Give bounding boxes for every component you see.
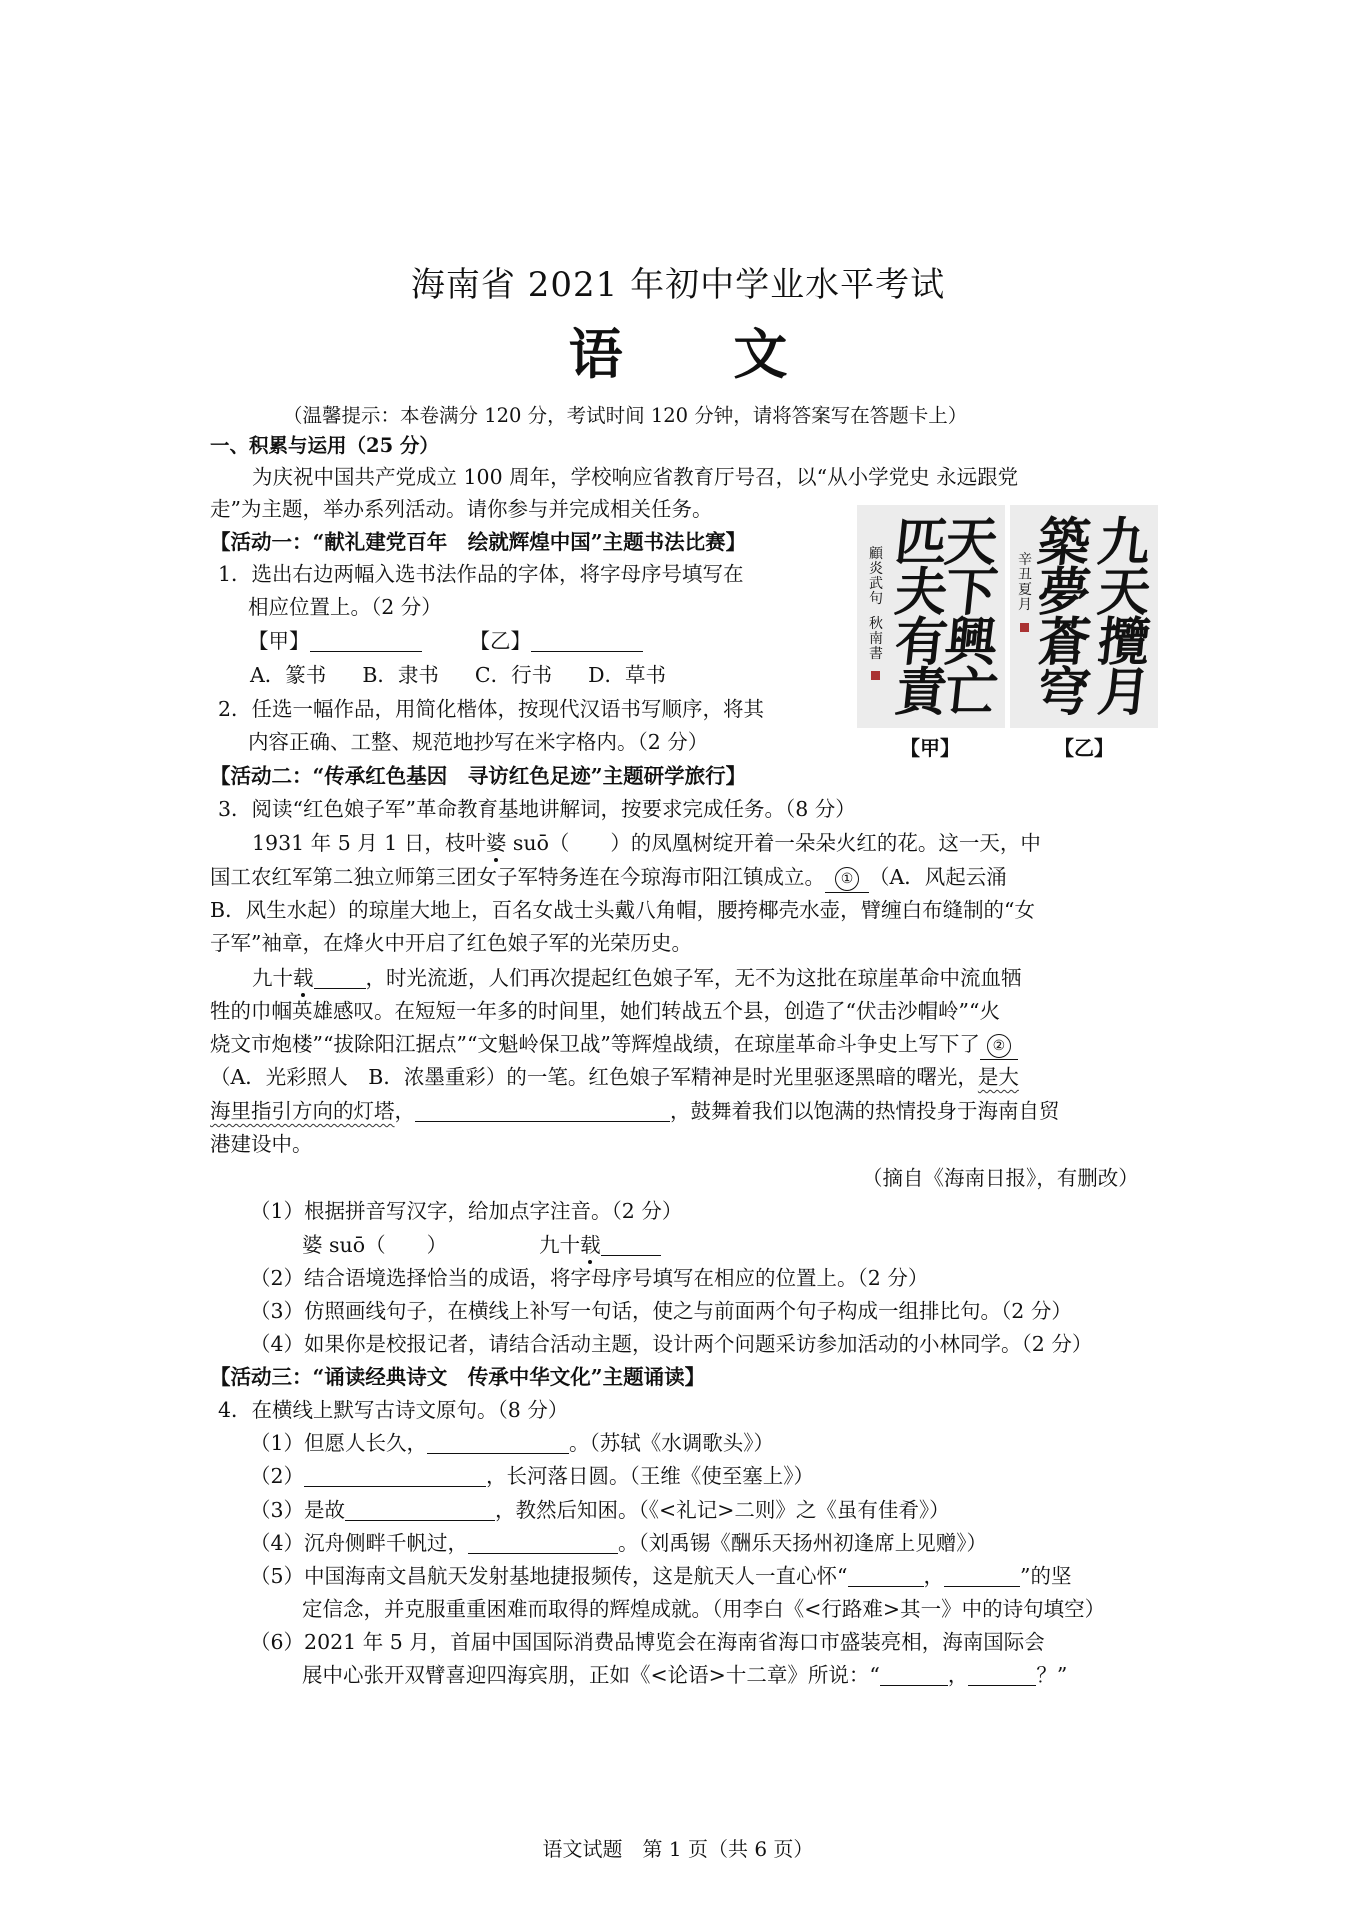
q1-options <box>250 660 666 690</box>
poem-blank[interactable] <box>968 1665 1036 1686</box>
text-run: suō（ ）的凤凰树绽开着一朵朵火红的花。这一天，中 <box>506 831 1041 855</box>
blank-parallel[interactable] <box>415 1101 670 1122</box>
q4-item-5-line-2: 定信念，并克服重重困难而取得的辉煌成就。（用李白《<行路难>其一》中的诗句填空） <box>302 1597 1106 1621</box>
q3-sub3: （3）仿照画线句子，在横线上补写一句话，使之与前面两个句子构成一组排比句。（2 分） <box>250 1299 1072 1323</box>
q4-item-1 <box>250 1428 774 1458</box>
text-run: 烧文市炮楼”“拔除阳江据点”“文魁岭保卫战”等辉煌战绩，在琼崖革命斗争史上写下了 <box>210 1032 980 1056</box>
activity-2-heading: 【活动二：“传承红色基因 寻访红色足迹”主题研学旅行】 <box>210 764 747 788</box>
dotted-char: 婆 <box>485 831 507 855</box>
blank-zai-answer[interactable] <box>601 1235 661 1256</box>
circle-marker-1: ① <box>835 867 859 891</box>
q3-para1-line3: B．风生水起）的琼崖大地上，百名女战士头戴八角帽，腰挎椰壳水壶，臂缠白布缝制的“女 <box>210 898 1036 922</box>
wavy-underline-text: 海里指引方向的灯塔 <box>210 1099 395 1123</box>
calligraphy-char: 天 <box>941 512 1001 573</box>
q4-item-2 <box>250 1461 814 1491</box>
text-run: 1931 年 5 月 1 日，枝叶 <box>252 831 486 855</box>
poem-blank[interactable] <box>944 1566 1020 1587</box>
seal-stamp <box>871 671 880 680</box>
q3-para2-line3 <box>210 1029 1018 1060</box>
text-run: ，长河落日圆。（王维《使至塞上》） <box>486 1464 815 1488</box>
blank-2[interactable] <box>980 1029 1018 1060</box>
poem-blank[interactable] <box>345 1500 495 1521</box>
q1-option-a: A．篆书 <box>250 663 327 687</box>
text-run: （5）中国海南文昌航天发射基地捷报频传，这是航天人一直心怀“ <box>250 1564 848 1588</box>
exam-title: 海南省 2021 年初中学业水平考试 <box>410 265 946 305</box>
text-run: （A．风起云涌 <box>869 865 1007 889</box>
text-run: ， <box>947 1663 969 1687</box>
poem-blank[interactable] <box>427 1433 569 1454</box>
calligraphy-char: 下 <box>941 562 1001 623</box>
calligraphy-char: 夫 <box>891 562 951 623</box>
calligraphy-signature: 顧炎武句 <box>869 546 883 607</box>
q4-item-3 <box>250 1495 950 1525</box>
calligraphy-char: 九 <box>1094 512 1154 573</box>
wavy-underline-text: 是大 <box>977 1065 1019 1089</box>
text-run: ，教然后知困。（《<礼记>二则》之《虽有佳肴》） <box>495 1498 950 1522</box>
poem-blank[interactable] <box>468 1533 618 1554</box>
blank-1[interactable] <box>825 862 869 893</box>
text-run: ，鼓舞着我们以饱满的热情投身于海南自贸 <box>670 1099 1060 1123</box>
poem-blank[interactable] <box>880 1665 948 1686</box>
blank-zai[interactable] <box>314 968 366 989</box>
calligraphy-char: 月 <box>1094 662 1154 723</box>
text-run: （1）但愿人长久， <box>250 1431 428 1455</box>
q1-line-2: 相应位置上。（2 分） <box>248 595 442 619</box>
q4-item-5 <box>250 1561 1072 1591</box>
calligraphy-char: 築 <box>1034 512 1094 573</box>
seal-stamp <box>1020 623 1029 632</box>
q1-line-1: 1．选出右边两幅入选书法作品的字体，将字母序号填写在 <box>218 562 744 586</box>
intro-line-2: 走”为主题，举办系列活动。请你参与并完成相关任务。 <box>210 497 713 521</box>
text-run: ， <box>923 1564 945 1588</box>
q3-source: （摘自《海南日报》，有删改） <box>862 1166 1139 1190</box>
calligraphy-char: 有 <box>891 612 951 673</box>
calligraphy-char: 興 <box>941 612 1001 673</box>
calligraphy-char: 匹 <box>891 512 951 573</box>
calligraphy-signature: 秋南書 <box>869 616 883 662</box>
q1-yi-blank[interactable] <box>531 631 643 652</box>
q3-sub1-answer <box>302 1230 661 1260</box>
q2-line-1: 2．任选一幅作品，用简化楷体，按现代汉语书写顺序，将其 <box>218 697 765 721</box>
calligraphy-char: 攬 <box>1094 612 1154 673</box>
q1-yi-label: 【乙】 <box>469 629 531 653</box>
calligraphy-char: 天 <box>1094 562 1154 623</box>
calligraphy-char: 蒼 <box>1034 612 1094 673</box>
q3-para2-line6: 港建设中。 <box>210 1132 313 1156</box>
circle-marker-2: ② <box>987 1034 1011 1058</box>
text-run: 。（苏轼《水调歌头》） <box>569 1431 775 1455</box>
text-run: ？” <box>1036 1663 1068 1687</box>
exam-tip: （温馨提示：本卷满分 120 分，考试时间 120 分钟，请将答案写在答题卡上） <box>283 404 968 427</box>
q3-para2-line5: 海里指引方向的灯塔， ，鼓舞着我们以饱满的热情投身于海南自贸 <box>210 1099 1060 1123</box>
q3-para2-line2: 牲的巾帼英雄感叹。在短短一年多的时间里，她们转战五个县，创造了“伏击沙帽岭”“火 <box>210 999 1000 1023</box>
calligraphy-char: 亡 <box>941 662 1001 723</box>
subject-title: 语 文 <box>568 322 834 386</box>
text-run: ，时光流逝，人们再次提起红色娘子军，无不为这批在琼崖革命中流血牺 <box>365 966 1022 990</box>
pinyin-item: 婆 suō（ ） <box>302 1233 448 1257</box>
calligraphy-char: 穹 <box>1034 662 1094 723</box>
section-heading: 一、积累与运用（25 分） <box>210 434 439 457</box>
text-run: （3）是故 <box>250 1498 346 1522</box>
q3-para2-line1 <box>252 963 1022 993</box>
q1-answer-row <box>248 626 643 656</box>
q3-para2-line4 <box>210 1062 1019 1092</box>
q4-item-6: （6）2021 年 5 月，首届中国国际消费品博览会在海南省海口市盛装亮相，海南国际会 <box>250 1630 1045 1654</box>
calligraphy-yi <box>1010 505 1158 728</box>
q3-sub1: （1）根据拼音写汉字，给加点字注音。（2 分） <box>250 1199 683 1223</box>
q4-stem: 4．在横线上默写古诗文原句。（8 分） <box>218 1398 569 1422</box>
page-footer: 语文试题 第 1 页（共 6 页） <box>542 1837 814 1861</box>
text-run: 九十 <box>252 966 293 990</box>
calligraphy-jia <box>857 505 1005 728</box>
calligraphy-char: 責 <box>891 662 951 723</box>
q1-option-b: B．隶书 <box>362 663 439 687</box>
text-run: 国工农红军第二独立师第三团女子军特务连在今琼海市阳江镇成立。 <box>210 865 825 889</box>
text-run: 展中心张开双臂喜迎四海宾朋，正如《<论语>十二章》所说：“ <box>302 1663 880 1687</box>
text-run: 九十 <box>539 1233 581 1257</box>
text-run: ”的坚 <box>1020 1564 1072 1588</box>
q4-item-4 <box>250 1528 987 1558</box>
caption-yi: 【乙】 <box>1054 736 1114 760</box>
text-run: （4）沉舟侧畔千帆过， <box>250 1531 469 1555</box>
q2-line-2: 内容正确、工整、规范地抄写在米字格内。（2 分） <box>248 730 709 754</box>
intro-line-1: 为庆祝中国共产党成立 100 周年，学校响应省教育厅号召，以“从小学党史 永远跟党 <box>252 465 1019 489</box>
calligraphy-char: 夢 <box>1034 562 1094 623</box>
q3-sub2: （2）结合语境选择恰当的成语，将字母序号填写在相应的位置上。（2 分） <box>250 1266 929 1290</box>
calligraphy-signature: 辛丑夏月 <box>1018 552 1032 613</box>
q1-jia-label: 【甲】 <box>248 629 310 653</box>
caption-jia: 【甲】 <box>900 736 960 760</box>
poem-blank[interactable] <box>848 1566 924 1587</box>
activity-3-heading: 【活动三：“诵读经典诗文 传承中华文化”主题诵读】 <box>210 1365 706 1389</box>
q3-para1-line4: 子军”袖章，在烽火中开启了红色娘子军的光荣历史。 <box>210 931 692 955</box>
q1-option-c: C．行书 <box>474 663 553 687</box>
text-run: （A．光彩照人 B．浓墨重彩）的一笔。红色娘子军精神是时光里驱逐黑暗的曙光， <box>210 1065 978 1089</box>
poem-blank[interactable] <box>304 1466 486 1487</box>
dotted-char: 载 <box>293 966 314 990</box>
q1-option-d: D．草书 <box>588 663 667 687</box>
q3-sub4: （4）如果你是校报记者，请结合活动主题，设计两个问题采访参加活动的小林同学。（2 分） <box>250 1332 1093 1356</box>
q3-para1-line2 <box>210 862 1007 893</box>
text-run: （2） <box>250 1464 305 1488</box>
dotted-char: 载 <box>580 1233 601 1257</box>
q3-stem: 3．阅读“红色娘子军”革命教育基地讲解词，按要求完成任务。（8 分） <box>218 797 856 821</box>
text-run: 。（刘禹锡《酬乐天扬州初逢席上见赠》） <box>618 1531 988 1555</box>
activity-1-heading: 【活动一：“献礼建党百年 绘就辉煌中国”主题书法比赛】 <box>210 530 747 554</box>
q1-jia-blank[interactable] <box>310 631 422 652</box>
q4-item-6-line-2 <box>302 1660 1067 1690</box>
q3-para1-line1 <box>252 828 1041 858</box>
